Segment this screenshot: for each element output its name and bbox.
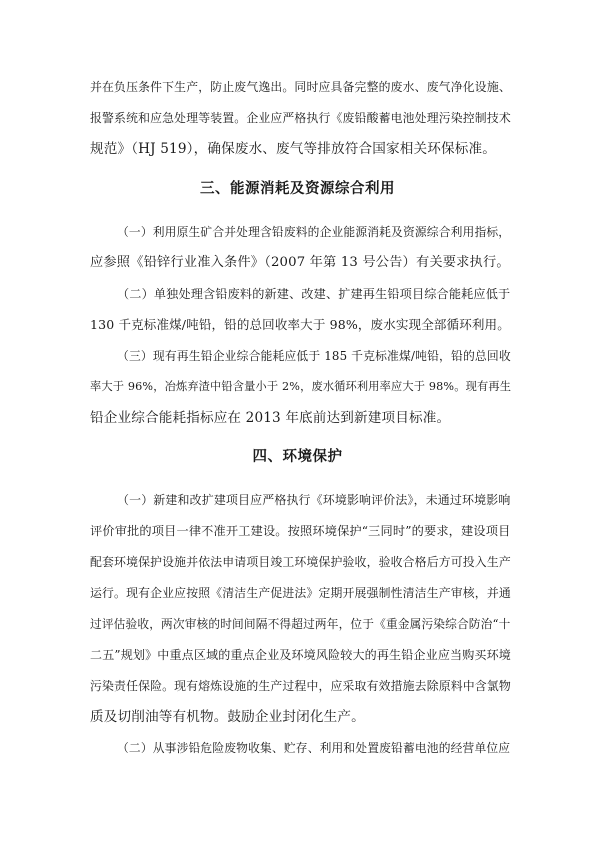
paragraph-line: 污染责任保险。现有熔炼设施的生产过程中，应采取有效措施去除原料中含氯物 [90, 679, 511, 693]
paragraph-line: （二）单独处理含铅废料的新建、改建、扩建再生铅项目综合能耗应低于 [117, 287, 511, 301]
paragraph-line: 并在负压条件下生产，防止废气逸出。同时应具备完整的废水、废气净化设施、 [90, 80, 511, 94]
paragraph-line: 过评估验收，两次审核的时间间隔不得超过两年，位于《重金属污染综合防治“十 [90, 617, 511, 631]
paragraph-line: 铅企业综合能耗指标应在 2013 年底前达到新建项目标准。 [90, 410, 451, 426]
paragraph-line: 率大于 96%，冶炼弃渣中铅含量小于 2%，废水循环利用率应大于 98%。现有再生 [90, 380, 512, 393]
paragraph-line: 报警系统和应急处理等装置。企业应严格执行《废铅酸蓄电池处理污染控制技术 [90, 111, 511, 125]
paragraph-line: （三）现有再生铅企业综合能耗应低于 185 千克标准煤/吨铅，铅的总回收 [117, 349, 511, 363]
section-heading-energy: 三、能源消耗及资源综合利用 [200, 181, 395, 197]
paragraph-line: 评价审批的项目一律不准开工建设。按照环境保护“三同时”的要求，建设项目 [90, 524, 511, 538]
paragraph-line: （二）从事涉铅危险废物收集、贮存、利用和处置废铅蓄电池的经营单位应 [117, 741, 511, 755]
paragraph-line: （一）利用原生矿合并处理含铅废料的企业能源消耗及资源综合利用指标， [117, 225, 511, 239]
paragraph-line: 130 千克标准煤/吨铅，铅的总回收率大于 98%，废水实现全部循环利用。 [90, 317, 510, 332]
paragraph-line: 质及切削油等有机物。鼓励企业封闭化生产。 [90, 709, 365, 725]
paragraph-line: 运行。现有企业应按照《清洁生产促进法》定期开展强制性清洁生产审核，并通 [90, 586, 511, 600]
paragraph-line: 配套环境保护设施并依法申请项目竣工环境保护验收，验收合格后方可投入生产 [90, 555, 511, 569]
paragraph-line: 应参照《铅锌行业准入条件》（2007 年第 13 号公告）有关要求执行。 [90, 255, 510, 270]
paragraph-line: 规范》（HJ 519），确保废水、废气等排放符合国家相关环保标准。 [90, 141, 496, 157]
paragraph-line: （一）新建和改扩建项目应严格执行《环境影响评价法》，未通过环境影响 [117, 493, 511, 507]
paragraph-line: 二五”规划》中重点区域的重点企业及环境风险较大的再生铅企业应当购买环境 [90, 648, 512, 662]
section-heading-environment: 四、环境保护 [252, 449, 343, 465]
